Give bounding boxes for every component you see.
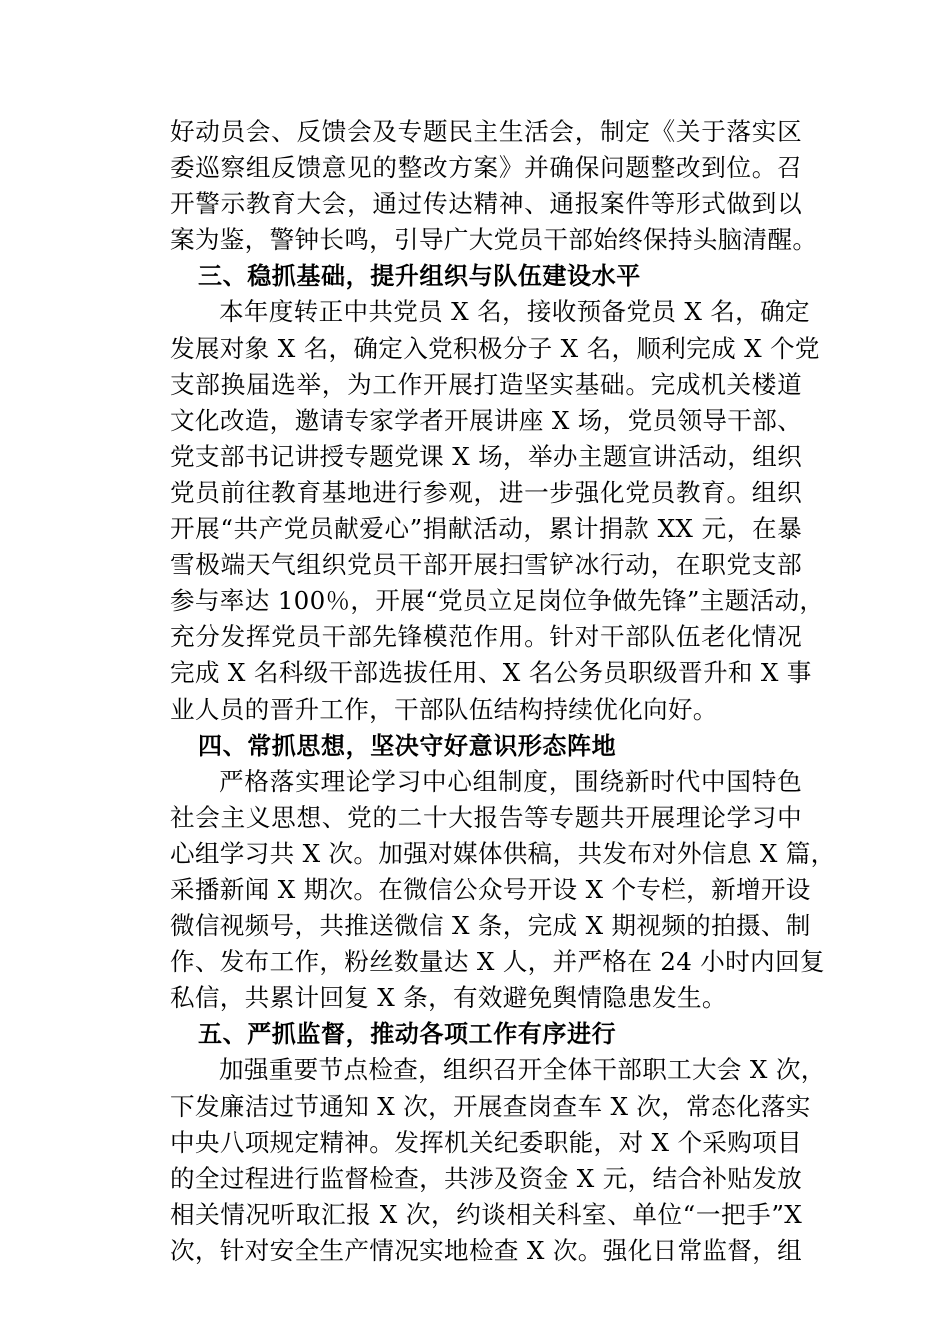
section-heading-3: 三、稳抓基础，提升组织与队伍建设水平 [198,262,641,291]
paragraph-line: 微信视频号，共推送微信 X 条，完成 X 期视频的拍摄、制 [170,911,811,941]
paragraph-line: 加强重要节点检查，组织召开全体干部职工大会 X 次， [219,1055,826,1085]
paragraph-line: 下发廉洁过节通知 X 次，开展查岗查车 X 次，常态化落实 [170,1091,811,1121]
paragraph-line: 中央八项规定精神。发挥机关纪委职能，对 X 个采购项目 [170,1127,802,1157]
paragraph-line: 参与率达 100％，开展“党员立足岗位争做先锋”主题活动， [170,586,825,616]
paragraph-line: 采播新闻 X 期次。在微信公众号开设 X 个专栏，新增开设 [170,874,811,904]
paragraph-line: 发展对象 X 名，确定入党积极分子 X 名，顺利完成 X 个党 [170,333,820,363]
paragraph-line: 好动员会、反馈会及专题民主生活会，制定《关于落实区 [170,117,802,146]
paragraph-line: 心组学习共 X 次。加强对媒体供稿，共发布对外信息 X 篇， [170,838,836,868]
section-heading-5: 五、严抓监督，推动各项工作有序进行 [198,1020,617,1049]
paragraph-line: 党支部书记讲授专题党课 X 场，举办主题宣讲活动，组织 [170,441,802,471]
paragraph-line: 私信，共累计回复 X 条，有效避免舆情隐患发生。 [170,983,727,1013]
paragraph-line: 次，针对安全生产情况实地检查 X 次。强化日常监督，组 [170,1235,802,1265]
paragraph-line: 相关情况听取汇报 X 次，约谈相关科室、单位“一把手”X [170,1199,802,1229]
paragraph-line: 雪极端天气组织党员干部开展扫雪铲冰行动，在职党支部 [170,550,802,580]
paragraph-line: 案为鉴，警钟长鸣，引导广大党员干部始终保持头脑清醒。 [170,225,818,255]
paragraph-line: 开警示教育大会，通过传达精神、通报案件等形式做到以 [170,189,802,219]
document-body [170,114,836,1269]
paragraph-line: 业人员的晋升工作，干部队伍结构持续优化向好。 [170,694,718,724]
paragraph-line: 开展“共产党员献爱心”捐献活动，累计捐款 XX 元，在暴 [170,514,802,544]
paragraph-line: 完成 X 名科级干部选拔任用、X 名公务员职级晋升和 X 事 [170,658,812,688]
paragraph-line: 支部换届选举，为工作开展打造坚实基础。完成机关楼道 [170,369,802,399]
paragraph-line: 委巡察组反馈意见的整改方案》并确保问题整改到位。召 [170,153,802,183]
paragraph-line: 社会主义思想、党的二十大报告等专题共开展理论学习中 [170,802,802,832]
paragraph-line: 作、发布工作，粉丝数量达 X 人，并严格在 24 小时内回复 [170,947,825,977]
paragraph-line: 本年度转正中共党员 X 名，接收预备党员 X 名，确定 [219,297,810,327]
paragraph-line: 充分发挥党员干部先锋模范作用。针对干部队伍老化情况 [170,622,802,652]
paragraph-line: 文化改造，邀请专家学者开展讲座 X 场，党员领导干部、 [170,405,802,435]
paragraph-line: 严格落实理论学习中心组制度，围绕新时代中国特色 [219,766,802,796]
section-heading-4: 四、常抓思想，坚决守好意识形态阵地 [198,731,617,760]
paragraph-line: 党员前往教育基地进行参观，进一步强化党员教育。组织 [170,477,802,507]
paragraph-line: 的全过程进行监督检查，共涉及资金 X 元，结合补贴发放 [170,1163,802,1193]
